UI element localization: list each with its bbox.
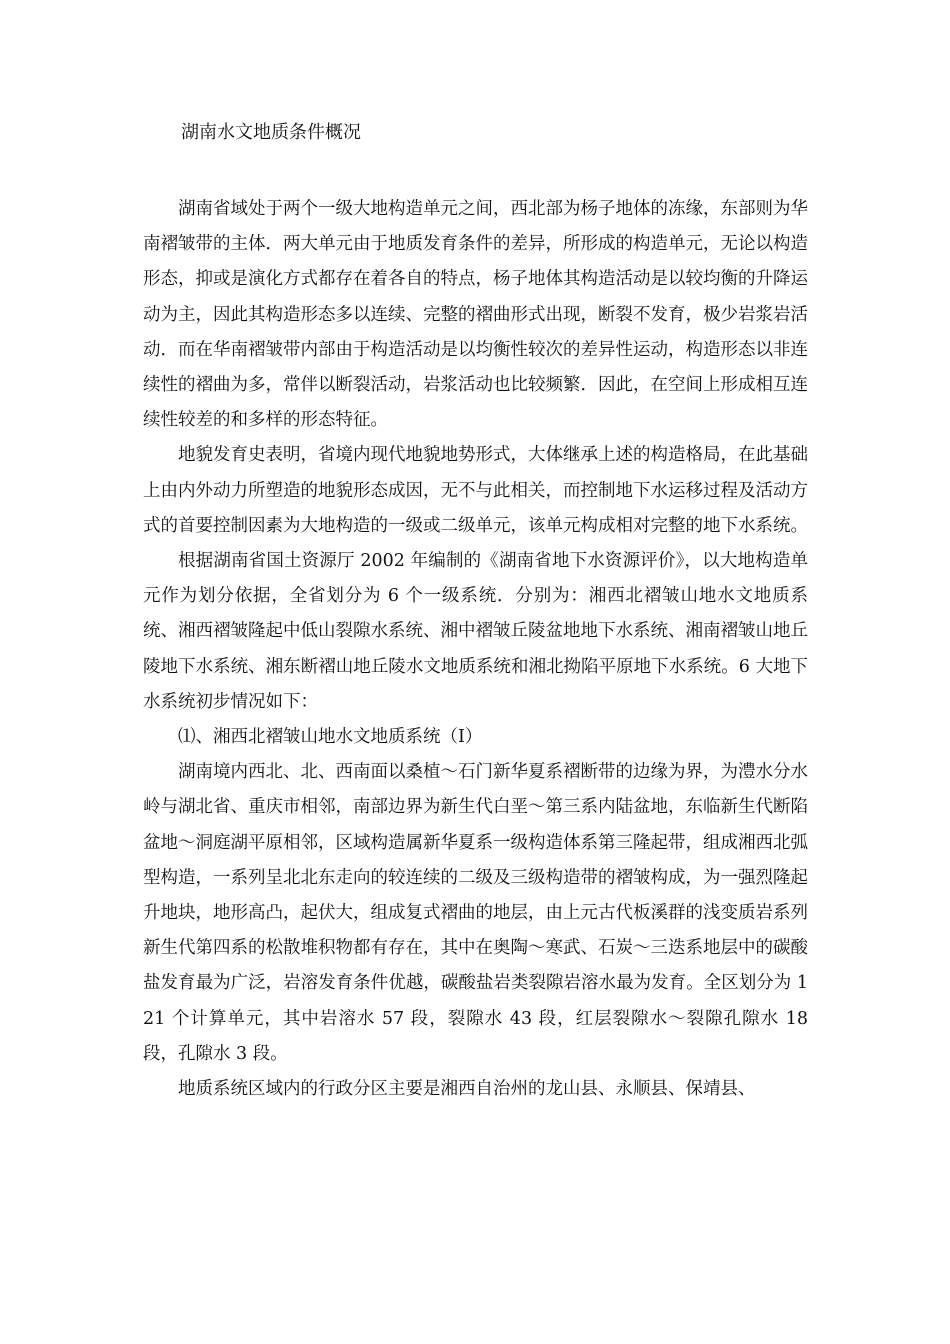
paragraph-tectonic-units: 湖南省域处于两个一级大地构造单元之间，西北部为杨子地体的冻缘，东部则为华南褶皱带的主体．两大单元由于地质发育条件的差异，所形成的构造单元，无论以构造形态，抑或是演化方式都存在着各自的特点，杨子地体其构造活动是以较均衡的升降运动为主，因此其构造形态多以连续、完整的褶曲形式出现，断裂不发育，极少岩浆岩活动．而在华南褶皱带内部由于构造活动是以均衡性较次的差异性运动，构造形态以非连续性的褶曲为多，常伴以断裂活动，岩浆活动也比较频繁．因此，在空间上形成相互连续性较差的和多样的形态特征。 — [143, 199, 808, 431]
document-title: 湖南水文地质条件概况 — [181, 122, 361, 143]
paragraph-system-1-description: 湖南境内西北、北、西南面以桑植～石门新华夏系褶断带的边缘为界，为澧水分水岭与湖北省、重庆市相邻，南部边界为新生代白垩～第三系内陆盆地，东临新生代断陷盆地～洞庭湖平原相邻，区域构造属新华夏系一级构造体系第三隆起带，组成湘西北弧型构造，一系列呈北北东走向的较连续的二级及三级构造带的褶皱构成，为一强烈隆起升地块，地形高凸，起伏大，组成复式褶曲的地层，由上元古代板溪群的浅变质岩系列新生代第四系的松散堆积物都有存在，其中在奥陶～寒武、石炭～三迭系地层中的碳酸盐发育最为广泛，岩溶发育条件优越，碳酸盐岩类裂隙岩溶水最为发育。全区划分为 121 个计算单元，其中岩溶水 57 段，裂隙水 43 段，红层裂隙水～裂隙孔隙水 18 段，孔隙水 3 段。 — [143, 762, 808, 1064]
section-heading-system-1: ⑴、湘西北褶皱山地水文地质系统（Ⅰ） — [178, 727, 483, 748]
paragraph-landform-history: 地貌发育史表明，省境内现代地貌地势形式，大体继承上述的构造格局，在此基础上由内外动力所塑造的地貌形态成因，无不与此相关，而控制地下水运移过程及活动方式的首要控制因素为大地构造的一级或二级单元，该单元构成相对完整的地下水系统。 — [143, 445, 808, 536]
document-body — [143, 192, 808, 1107]
paragraph-administrative-areas: 地质系统区域内的行政分区主要是湘西自治州的龙山县、永顺县、保靖县、 — [178, 1079, 756, 1100]
paragraph-system-division: 根据湖南省国土资源厅 2002 年编制的《湖南省地下水资源评价》，以大地构造单元作为划分依据，全省划分为 6 个一级系统．分别为：湘西北褶皱山地水文地质系统、湘西褶皱隆起中低山裂隙水系统、湘中褶皱丘陵盆地地下水系统、湘南褶皱山地丘陵地下水系统、湘东断褶山地丘陵水文地质系统和湘北拗陷平原地下水系统。6 大地下水系统初步情况如下： — [143, 551, 808, 712]
